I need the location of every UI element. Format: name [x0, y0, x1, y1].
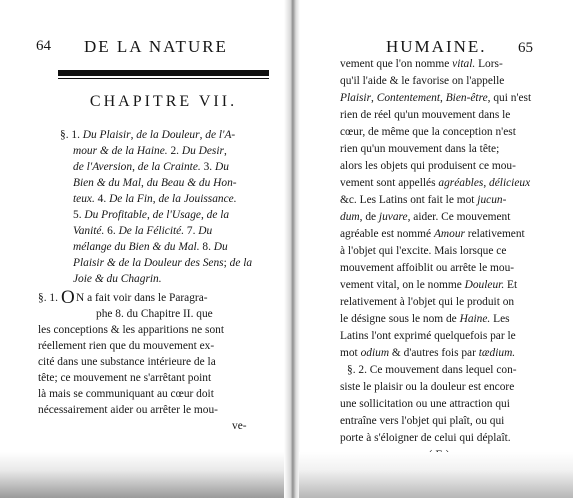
book-gutter	[284, 0, 300, 498]
page-number: 65	[518, 40, 533, 56]
body-line: vement vital, on le nomme Douleur. Et	[340, 279, 518, 291]
left-page	[0, 0, 285, 498]
summary-line: 5. Du Profitable, de l'Usage, de la	[73, 209, 230, 221]
section-label: §. 1.	[38, 292, 58, 304]
body-line: cité dans une substance intérieure de la	[38, 356, 216, 368]
summary-line: §. 1. Du Plaisir, de la Douleur, de l'A-	[60, 129, 236, 141]
page-bottom-shadow	[0, 452, 285, 498]
body-line: entraîne vers l'objet qui plaît, ou qui	[340, 415, 505, 427]
summary-line: Plaisir & de la Douleur des Sens; de la	[73, 257, 253, 269]
body-line: vement sont appellés agréables, délicieux	[340, 177, 531, 189]
chapter-heading: CHAPITRE VII.	[89, 93, 238, 110]
running-head: HUMAINE.	[386, 37, 487, 56]
summary-line: Bien & du Mal, du Beau & du Hon-	[73, 177, 237, 189]
body-line: Plaisir, Contentement, Bien-être, qui n'est	[340, 92, 532, 104]
body-line: là mais se communiquant au cœur doit	[38, 388, 214, 400]
summary-line: mour & de la Haine. 2. Du Desir,	[73, 145, 227, 157]
body-line: nécessairement aider ou arrêter le mou-	[38, 404, 218, 416]
body-line: dum, de juvare, aider. Ce mouvement	[340, 211, 511, 223]
summary-line: Vanité. 6. De la Félicité. 7. Du	[73, 225, 213, 237]
right-page	[299, 0, 573, 498]
body-line: les conceptions & les apparitions ne sont	[38, 324, 225, 336]
catchword: ve-	[232, 420, 247, 432]
summary-line: Joie & du Chagrin.	[73, 273, 162, 285]
body-line: à l'objet qui l'excite. Mais lorsque ce	[340, 245, 507, 257]
body-line: phe 8. du Chapitre II. que	[96, 308, 213, 320]
body-line: mouvement affoiblit ou arrête le mou-	[340, 262, 515, 274]
body-line: qu'il l'aide & le favorise on l'appelle	[340, 75, 505, 87]
body-line: rien de réel qu'un mouvement dans le	[340, 109, 511, 121]
summary-line: mélange du Bien & du Mal. 8. Du	[73, 241, 228, 253]
summary-line: teux. 4. De la Fin, de la Jouissance.	[73, 193, 237, 205]
page-number: 64	[36, 38, 51, 54]
body-line: §. 2. Ce mouvement dans lequel con-	[347, 364, 517, 376]
left-page-header	[0, 38, 285, 58]
body-line: siste le plaisir ou la douleur est encore	[340, 381, 515, 393]
body-line: mot odium & d'autres fois par tædium.	[340, 347, 516, 359]
body-line: une sollicitation ou une attraction qui	[340, 398, 510, 410]
body-line: Latins l'ont exprimé quelquefois par le	[340, 330, 516, 342]
body-line: le désigne sous le nom de Haine. Les	[340, 313, 510, 325]
body-line: agréable est nommé Amour relativement	[340, 228, 525, 240]
body-line: réellement rien que du mouvement ex-	[38, 340, 215, 352]
page-bottom-shadow	[299, 452, 573, 498]
body-line: &c. Les Latins ont fait le mot jucun-	[340, 194, 507, 206]
summary-line: de l'Aversion, de la Crainte. 3. Du	[73, 161, 229, 173]
body-line: porte à s'éloigner de celui qui déplaît.	[340, 432, 511, 444]
head-ornament-rule	[58, 70, 269, 79]
body-line: cœur, de même que la conception n'est	[340, 126, 516, 138]
drop-cap: O	[61, 287, 75, 308]
body-line: tête; ce mouvement ne s'arrêtant point	[38, 372, 212, 384]
body-line: N a fait voir dans le Paragra-	[76, 292, 208, 304]
body-line: alors les objets qui produisent ce mou-	[340, 160, 516, 172]
running-head: DE LA NATURE	[84, 37, 228, 56]
body-line: vement que l'on nomme vital. Lors-	[340, 58, 503, 70]
body-line: relativement à l'objet qui le produit on	[340, 296, 515, 308]
right-page-header	[299, 38, 573, 58]
body-line: rien qu'un mouvement dans la tête;	[340, 143, 500, 155]
